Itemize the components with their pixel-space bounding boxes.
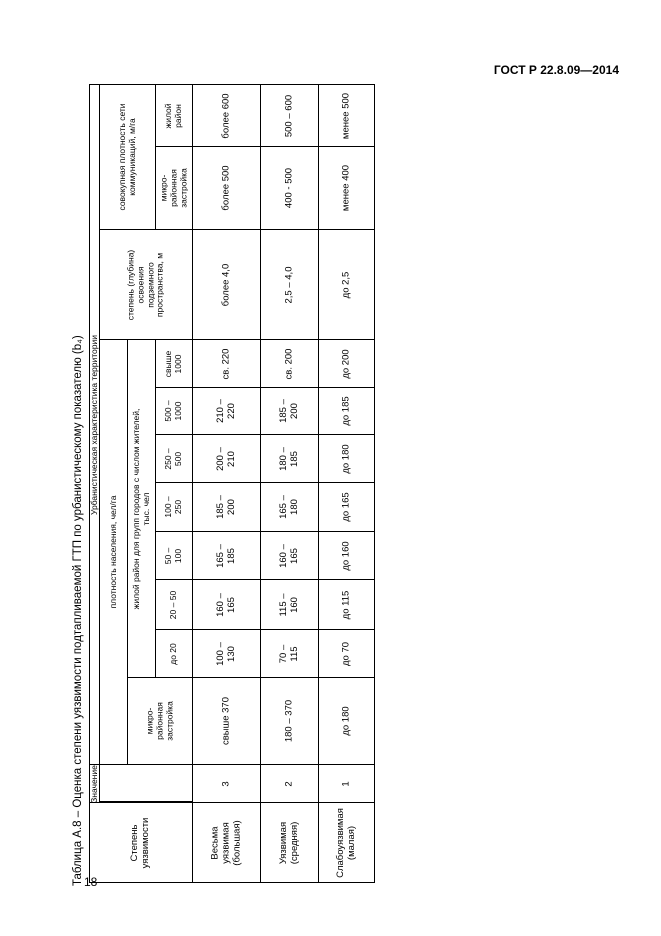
row-value-text: 1 — [340, 780, 352, 787]
row-degree — [260, 802, 318, 883]
row-group-cell-text: св. 220 — [220, 348, 232, 379]
row-group-cell — [318, 434, 375, 482]
row-depth-text: более 4,0 — [220, 263, 232, 306]
row-group-cell — [260, 579, 318, 629]
row-group-cell-text: до 185 — [340, 396, 352, 426]
row-value — [318, 764, 375, 802]
row-group-cell — [318, 482, 375, 531]
header-net-res — [155, 84, 192, 146]
header-degree-text: Степень уязвимости — [129, 817, 151, 868]
row-degree — [192, 802, 260, 883]
row-group-cell — [318, 339, 375, 387]
row-group-cell — [192, 339, 260, 387]
header-micro-text: микро- районная застройка — [144, 701, 174, 741]
header-network — [99, 84, 155, 229]
header-micro — [127, 677, 192, 764]
row-group-cell — [192, 434, 260, 482]
table-caption-box — [71, 80, 85, 886]
row-value-text: 3 — [220, 780, 232, 787]
row-group-cell-text: 160 – 165 — [277, 543, 300, 568]
header-network-text: совокупная плотность сети коммуникаций, м/га — [116, 103, 137, 211]
row-group-cell-text: до 180 — [340, 443, 352, 474]
header-group — [155, 434, 192, 482]
header-group-text: до 20 — [168, 642, 179, 665]
header-urban-text: Урбанистическая характеристика территории — [88, 334, 99, 515]
header-value-blank — [99, 764, 192, 802]
row-group-cell — [260, 482, 318, 531]
row-net-res — [318, 84, 375, 146]
row-group-cell-text: 200 – 210 — [214, 446, 237, 471]
row-group-cell — [192, 579, 260, 629]
row-micro-text: свыше 370 — [220, 696, 232, 746]
row-micro — [318, 677, 375, 764]
header-residential-text: жилой район для групп городов с числом жителей, тыс. чел — [130, 408, 151, 609]
header-net-micro-text: микро- районная застройка — [158, 168, 188, 208]
header-net-micro — [155, 146, 192, 229]
header-group — [155, 339, 192, 387]
row-group-cell-text: 165 – 180 — [277, 495, 300, 519]
row-net-micro — [192, 146, 260, 229]
row-net-res — [192, 84, 260, 146]
header-group — [155, 482, 192, 531]
header-group-text: 100 – 250 — [163, 496, 183, 518]
page-number: 18 — [84, 875, 98, 889]
row-value — [260, 764, 318, 802]
row-micro — [192, 677, 260, 764]
header-group — [155, 387, 192, 434]
row-group-cell — [318, 387, 375, 434]
header-group — [155, 629, 192, 677]
row-depth-text: 2,5 – 4,0 — [283, 266, 295, 303]
row-net-res-text: 500 – 600 — [283, 94, 295, 137]
row-group-cell-text: 180 – 185 — [277, 446, 300, 471]
row-group-cell-text: 160 – 165 — [214, 592, 237, 617]
row-net-micro-text: более 500 — [220, 165, 232, 211]
row-group-cell — [318, 629, 375, 677]
header-group — [155, 531, 192, 579]
row-micro — [260, 677, 318, 764]
row-depth — [318, 229, 375, 339]
row-group-cell-text: 115 – 160 — [277, 592, 300, 617]
row-group-cell-text: 70 – 115 — [277, 644, 300, 663]
header-group-text: 50 – 100 — [163, 547, 183, 564]
table-caption: Таблица А.8 – Оценка степени уязвимости подтапливаемой ГТП по урбанистическому показателю (b₄) — [72, 335, 84, 886]
row-group-cell-text: 185 – 200 — [277, 399, 300, 423]
row-net-micro — [318, 146, 375, 229]
row-group-cell-text: до 165 — [340, 492, 352, 522]
row-group-cell-text: до 115 — [340, 590, 352, 619]
row-depth — [260, 229, 318, 339]
header-net-res-text: жилой район — [163, 103, 183, 128]
row-degree — [318, 802, 375, 883]
header-group-text: свыше 1000 — [163, 350, 183, 377]
row-group-cell — [318, 531, 375, 579]
vulnerability-table — [89, 84, 375, 883]
header-group-text: 20 – 50 — [168, 590, 179, 619]
row-group-cell-text: св. 200 — [283, 348, 295, 379]
row-group-cell — [192, 629, 260, 677]
row-net-res-text: менее 500 — [340, 92, 352, 139]
header-residential — [127, 339, 155, 677]
row-value — [192, 764, 260, 802]
row-group-cell-text: 210 – 220 — [214, 399, 237, 423]
row-group-cell-text: 185 – 200 — [214, 495, 237, 519]
row-net-micro-text: 400 - 500 — [283, 167, 295, 209]
row-micro-text: до 180 — [340, 706, 352, 736]
row-net-res-text: более 600 — [220, 92, 232, 139]
header-density-text: плотность населения, чел/га — [107, 495, 118, 609]
row-net-micro — [260, 146, 318, 229]
row-group-cell — [260, 629, 318, 677]
header-depth — [99, 229, 192, 339]
row-value-text: 2 — [283, 780, 295, 787]
header-depth-text: степень (глубина) освоения подземного пространства, м — [125, 249, 165, 320]
row-depth-text: до 2,5 — [340, 271, 352, 298]
header-group — [155, 579, 192, 629]
row-depth — [192, 229, 260, 339]
row-group-cell — [192, 482, 260, 531]
header-urban — [89, 84, 99, 764]
row-degree-text: Уязвимая (средняя) — [277, 821, 300, 864]
row-group-cell — [318, 579, 375, 629]
row-group-cell — [260, 434, 318, 482]
row-group-cell-text: до 160 — [340, 540, 352, 571]
header-value-text: Значение — [88, 764, 99, 803]
row-group-cell — [260, 387, 318, 434]
row-group-cell-text: до 70 — [340, 641, 352, 666]
row-group-cell-text: 100 – 130 — [214, 641, 237, 666]
row-micro-text: 180 – 370 — [283, 699, 295, 743]
document-header: ГОСТ Р 22.8.09—2014 — [493, 63, 619, 77]
header-density — [99, 339, 127, 764]
row-degree-text: Слабоуязвимая (малая) — [334, 807, 357, 878]
row-net-res — [260, 84, 318, 146]
row-group-cell — [260, 531, 318, 579]
row-group-cell — [192, 387, 260, 434]
row-group-cell-text: 165 – 185 — [214, 543, 237, 568]
header-group-text: 500 – 1000 — [163, 400, 183, 422]
header-group-text: 250 – 500 — [163, 447, 183, 470]
row-group-cell-text: до 200 — [340, 348, 352, 379]
row-group-cell — [192, 531, 260, 579]
header-value — [89, 764, 99, 802]
row-group-cell — [260, 339, 318, 387]
row-degree-text: Весьма уязвимая (большая) — [209, 819, 242, 866]
header-degree — [89, 802, 192, 883]
row-net-micro-text: менее 400 — [340, 164, 352, 212]
